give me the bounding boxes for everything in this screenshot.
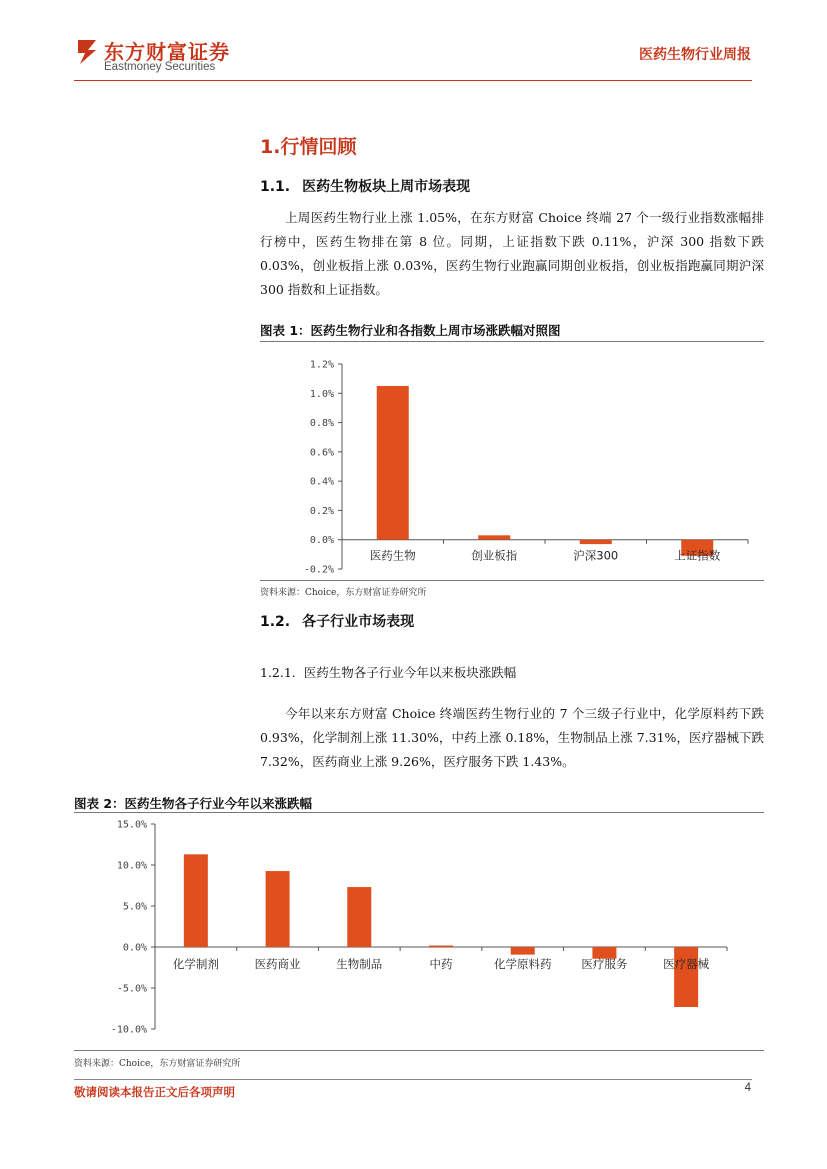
section-heading: 1.行情回顾 — [260, 136, 357, 158]
y-tick-label: -10.0% — [110, 1024, 147, 1036]
figure2-caption: 图表 2：医药生物各子行业今年以来涨跌幅 — [74, 796, 313, 811]
x-category-label: 化学原料药 — [493, 957, 552, 971]
y-tick-label: 0.0% — [122, 942, 147, 954]
bar-1 — [377, 386, 409, 540]
x-category-label: 医疗服务 — [581, 957, 628, 971]
bar-2 — [478, 535, 510, 539]
bar-5 — [511, 947, 535, 955]
x-category-label: 医药生物 — [369, 548, 416, 563]
logo-chinese-name: 东方财富证券 — [104, 40, 230, 64]
y-tick-label: 0.6% — [309, 447, 334, 459]
subsubsection-heading — [260, 663, 516, 681]
x-category-label: 中药 — [429, 957, 453, 971]
x-category-label: 医疗器械 — [663, 957, 710, 971]
figure2-top-rule — [74, 812, 764, 813]
subsubsection-title: 医药生物各子行业今年以来板块涨跌幅 — [303, 665, 517, 680]
y-tick-label: 0.4% — [309, 476, 334, 488]
x-category-label: 生物制品 — [336, 957, 383, 971]
y-tick-label: 0.0% — [309, 535, 334, 547]
x-category-label: 化学制剂 — [172, 957, 219, 971]
subsection-number: 1.1. — [260, 179, 291, 195]
bar-4 — [429, 946, 453, 947]
y-tick-label: 10.0% — [116, 860, 147, 872]
subsection-number: 1.2. — [260, 614, 291, 630]
x-category-label: 创业板指 — [471, 548, 518, 563]
x-category-label: 上证指数 — [674, 548, 721, 563]
y-tick-label: 1.2% — [309, 359, 334, 371]
footer-divider — [74, 1079, 752, 1080]
bar-3 — [580, 540, 612, 544]
x-category-label: 沪深300 — [573, 548, 619, 563]
y-tick-label: 0.2% — [309, 505, 334, 517]
report-type-title: 医药生物行业周报 — [639, 47, 751, 63]
y-tick-label: 0.8% — [309, 418, 334, 430]
bar-7 — [674, 947, 698, 1007]
subsection-heading-1-1 — [260, 176, 470, 196]
bar-2 — [266, 871, 290, 947]
page-number: 4 — [744, 1082, 751, 1094]
footer-disclaimer: 敬请阅读本报告正文后各项声明 — [74, 1085, 235, 1099]
figure1-chart — [260, 346, 764, 578]
subsection-title: 各子行业市场表现 — [302, 614, 415, 630]
y-tick-label: -0.2% — [303, 564, 334, 576]
figure2-chart — [74, 814, 764, 1046]
sub-industry-paragraph: 今年以来东方财富 Choice 终端医药生物行业的 7 个三级子行业中，化学原料药下跌 0.93%，化学制剂上涨 11.30%，中药上涨 0.18%，生物制品上涨 7.31%，医疗器械下跌 7.32%，医药商业上涨 9.26%，医疗服务下跌 1.43%。 — [260, 706, 764, 769]
header-divider — [74, 80, 752, 81]
y-tick-label: 15.0% — [116, 819, 147, 831]
subsection-heading-1-2 — [260, 611, 414, 631]
figure1-caption: 图表 1：医药生物行业和各指数上周市场涨跌幅对照图 — [260, 323, 561, 338]
x-category-label: 医药商业 — [254, 957, 301, 971]
bar-3 — [347, 887, 371, 947]
figure2-source: 资料来源：Choice，东方财富证券研究所 — [74, 1059, 241, 1069]
y-tick-label: 1.0% — [309, 388, 334, 400]
figure1-source: 资料来源：Choice，东方财富证券研究所 — [260, 588, 427, 598]
figure2-bottom-rule — [74, 1050, 764, 1051]
subsubsection-number: 1.2.1. — [260, 665, 296, 680]
market-performance-paragraph: 上周医药生物行业上涨 1.05%，在东方财富 Choice 终端 27 个一级行业指数涨幅排行榜中，医药生物排在第 8 位。同期，上证指数下跌 0.11%，沪深 300 指数下跌 0.03%，创业板指上涨 0.03%，医药生物行业跑赢同期创业板指，创业板指跑赢同期沪深 300 指数和上证指数。 — [260, 210, 764, 297]
subsection-title: 医药生物板块上周市场表现 — [302, 179, 471, 195]
eastmoney-logo-icon — [74, 36, 100, 66]
y-tick-label: 5.0% — [122, 901, 147, 913]
figure1-top-rule — [260, 341, 764, 342]
logo-english-name: Eastmoney Securities — [104, 61, 216, 73]
bar-1 — [184, 854, 208, 947]
figure1-bottom-rule — [260, 580, 764, 581]
y-tick-label: -5.0% — [116, 983, 147, 995]
